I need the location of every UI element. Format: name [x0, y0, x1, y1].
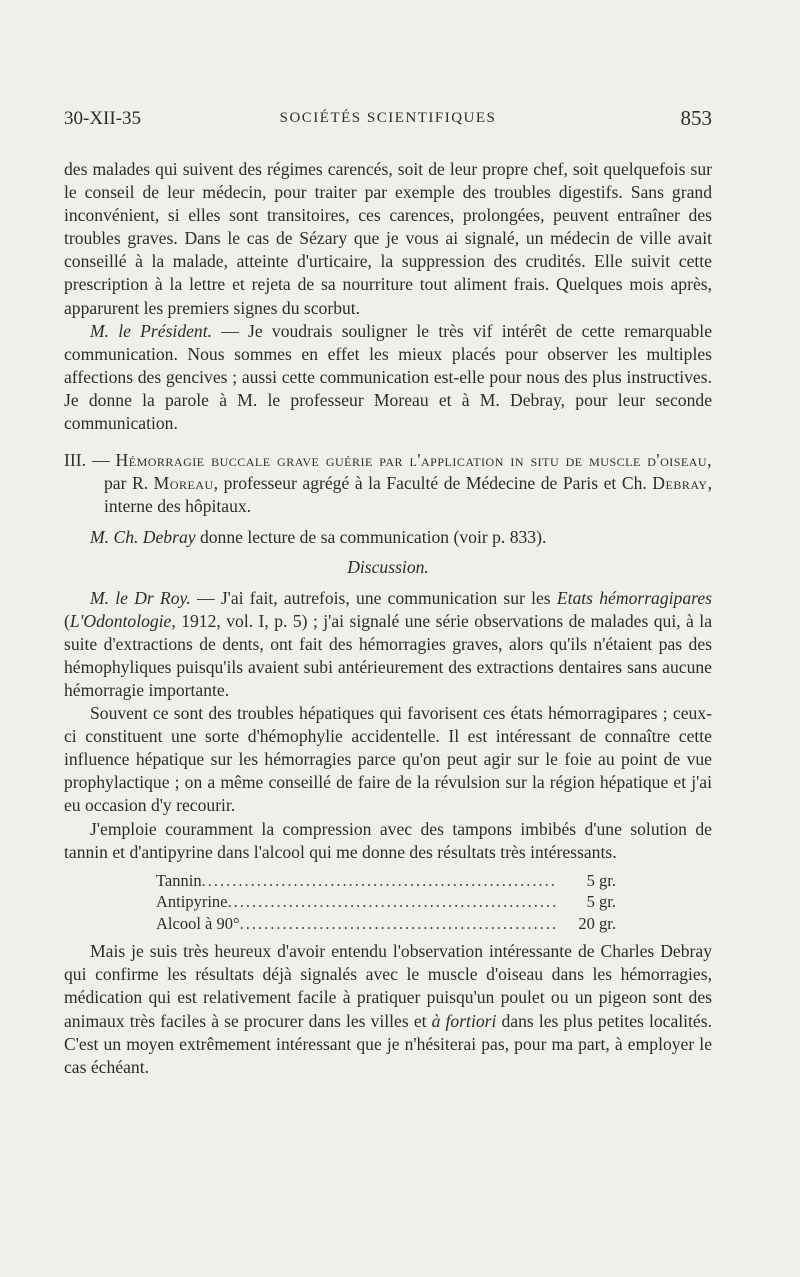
paragraph-hepatic: Souvent ce sont des troubles hépatiques qui favorisent ces états hémorragipares ; ceux-ci constituent une sorte d'hémophylie accidentelle. Il est intéressant de connaître cette influence hépatique sur les hémorragies parce qu'on peut agir sur le foie au point de vue prophylactique ; on a même conseillé de faire de la révulsion sur la région hépatique et j'ai eu occasion d'y recourir.: [64, 703, 712, 816]
section-authors-text-2: , professeur agrégé à la Faculté de Médecine de Paris et Ch.: [213, 473, 653, 494]
recipe-name: Antipyrine: [156, 892, 228, 912]
speaker-debray: M. Ch. Debray: [90, 527, 196, 548]
document-page: [64, 100, 712, 1079]
recipe-qty: 5 gr.: [586, 892, 616, 912]
running-header: [64, 100, 712, 136]
paragraph-compression: J'emploie couramment la compression avec des tampons imbibés d'une solution de tannin et d'antipyrine dans l'alcool qui me donne des résultats très intéressants.: [64, 818, 712, 862]
recipe-name: Alcool à 90°: [156, 913, 240, 933]
section-authors-text: par R.: [104, 473, 154, 494]
recipe-qty: 20 gr.: [578, 913, 616, 933]
recipe-row: [156, 891, 616, 913]
recipe-row: [156, 913, 616, 935]
header-title: SOCIÉTÉS SCIENTIFIQUES: [279, 110, 497, 126]
section-number: III. —: [64, 450, 116, 471]
paragraph-roy: [64, 587, 712, 702]
header-date: 30-XII-35: [64, 108, 142, 129]
author-debray: Debray: [652, 473, 708, 494]
roy-italic-a: Etats hémorragipares: [556, 587, 712, 608]
recipe-row: [156, 870, 616, 892]
recipe-qty: 5 gr.: [586, 870, 616, 890]
roy-italic-b: L'Odontologie,: [69, 610, 176, 631]
section-title: Hémorragie buccale grave guérie par l'application in situ de muscle d'oiseau,: [115, 450, 712, 471]
roy-text-c: 1912, vol. I, p. 5) ; j'ai signalé une série observations de malades qui, à la suite d'extractions de dents, ont fait des hémorragies graves, alors qu'ils n'étaient pas des hémophyliques puisqu'ils avaient subi antérieurement des extractions dentaires sans aucune hémorragie importante.: [64, 610, 712, 700]
president-text: — Je voudrais souligner le très vif intérêt de cette remarquable communication. Nous sommes en effet les mieux placés pour observer les multiples affections des gencives ; aussi cette communication est-elle pour nous des plus instructives. Je donne la parole à M. le professeur Moreau et à M. Debray, pour leur seconde communication.: [64, 320, 713, 434]
leader-dots: [202, 870, 558, 892]
leader-dots: [228, 891, 559, 913]
roy-text-a: — J'ai fait, autrefois, une communication sur les: [190, 587, 557, 608]
paragraph-conclusion: [64, 940, 712, 1079]
debray-text: donne lecture de sa communication (voir p. 833).: [195, 527, 547, 548]
recipe-list: [156, 870, 616, 935]
conclusion-italic: à fortiori: [431, 1010, 497, 1031]
conclusion-text-a: Mais je suis très heureux d'avoir entendu l'observation intéressante de Charles Debray qui confirme les résultats déjà signalés avec le muscle d'oiseau dans les hémorragies, médication qui est relativement facile à pratiquer puisqu'un poulet ou un pigeon sont des animaux très faciles à se procurer dans les villes et: [64, 941, 712, 1031]
roy-text-b: (: [64, 610, 70, 631]
conclusion-text-b: dans les plus petites localités. C'est un moyen extrêmement intéressant que je n'hésiterai pas, pour ma part, à employer le cas échéant.: [64, 1010, 712, 1077]
recipe-name: Tannin: [156, 870, 202, 890]
section-heading: [64, 449, 712, 518]
paragraph-debray: [64, 526, 712, 549]
discussion-heading: Discussion.: [347, 556, 429, 577]
speaker-president: M. le Président.: [90, 320, 213, 341]
section-authors-text-3: , interne des hôpitaux.: [104, 473, 712, 517]
paragraph-president: [64, 320, 712, 435]
author-moreau: Moreau: [153, 473, 214, 494]
page-number: 853: [680, 106, 712, 130]
leader-dots: [240, 913, 558, 935]
paragraph-1: des malades qui suivent des régimes carencés, soit de leur propre chef, soit quelquefois sur le conseil de leur médecin, pour traiter par exemple des troubles digestifs. Sans grand inconvénient, si elles sont transitoires, ces carences, prolongées, peuvent entraîner des troubles graves. Dans le cas de Sézary que je vous ai signalé, un médecin de ville avait conseillé à la malade, atteinte d'urticaire, la suppression des crudités. Elle suivit cette prescription à la lettre et rejeta de sa nourriture tout aliment frais. Quelques mois après, apparurent les premiers signes du scorbut.: [64, 159, 712, 318]
speaker-roy: M. le Dr Roy.: [90, 587, 191, 608]
